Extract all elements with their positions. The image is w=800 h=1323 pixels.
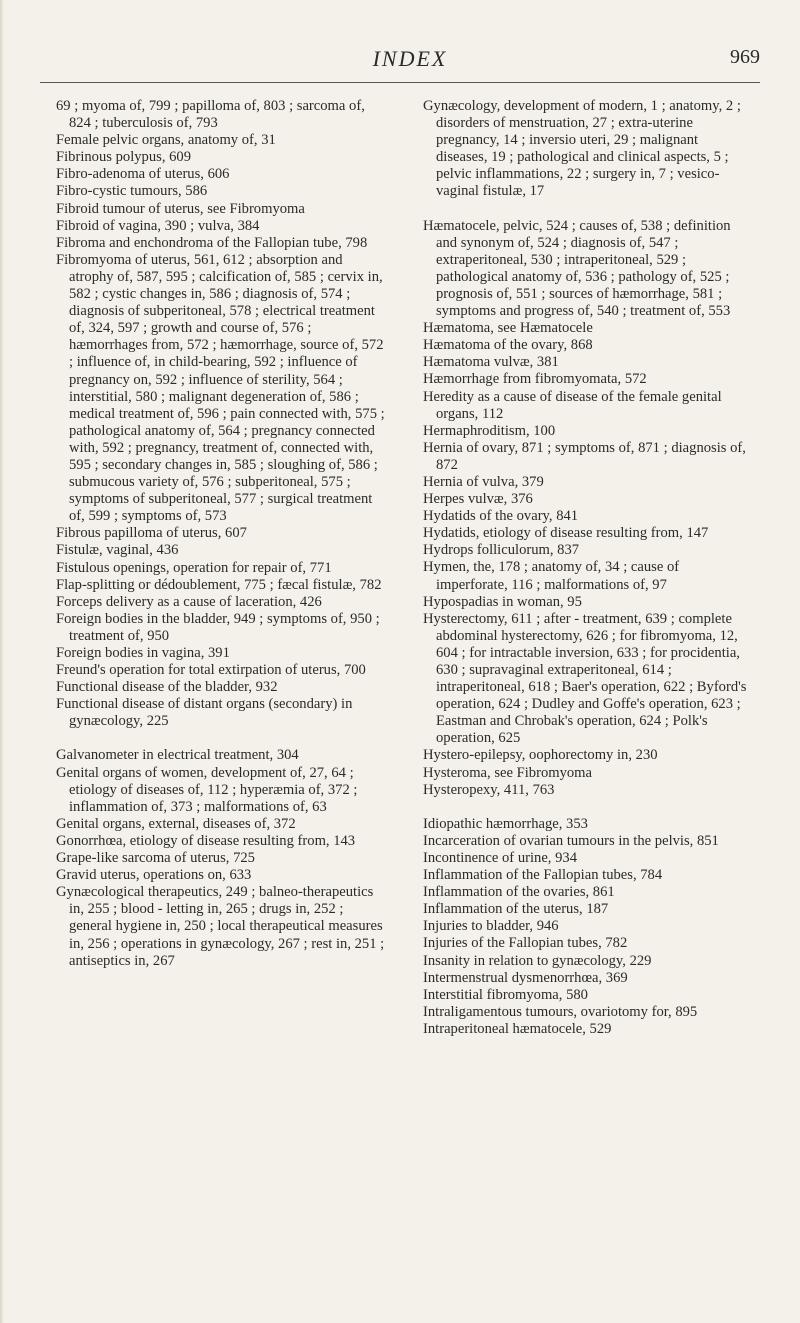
index-entry: Genital organs of women, development of, 27, 64 ; etiology of diseases of, 112 ; hyperæmia of, 372 ; inflammation of, 373 ; malformations of, 63: [56, 764, 358, 815]
index-entry: Idiopathic hæmorrhage, 353: [423, 815, 588, 832]
index-entry: Hæmatoma vulvæ, 381: [423, 354, 559, 371]
index-entry: Intraperitoneal hæmatocele, 529: [423, 1020, 612, 1037]
index-entry: Freund's operation for total extirpation of uterus, 700: [56, 662, 366, 679]
running-title: INDEX: [372, 46, 448, 71]
index-entry: Genital organs, external, diseases of, 372: [56, 815, 296, 832]
index-entry: Gonorrhœa, etiology of disease resulting from, 143: [56, 832, 356, 849]
index-entry: Hernia of ovary, 871 ; symptoms of, 871 ; diagnosis of, 872: [423, 439, 746, 473]
index-entry: Hypospadias in woman, 95: [423, 593, 582, 610]
index-entry: Fibromyoma of uterus, 561, 612 ; absorption and atrophy of, 587, 595 ; calcification of, 585 ; cervix in, 582 ; cystic changes in, 586 ; diagnosis of, 574 ; diagnosis of subperitoneal, 578 ; electrical treatment of, 324, 597 ; growth and course of, 576 ; hæmorrhages from, 572 ; hæmorrhage, source of, 572 ; influence of, in child-bearing, 592 ; influence of pregnancy on, 592 ; influence of sterility, 564 ; interstitial, 580 ; malignant degeneration of, 586 ; medical treatment of, 596 ; pain connected with, 575 ; pathological anatomy of, 564 ; pregnancy connected with, 592 ; pregnancy, treatment of, connected with, 595 ; secondary changes in, 585 ; sloughing of, 586 ; submucous variety of, 576 ; subperitoneal, 575 ; symptoms of subperitoneal, 577 ; surgical treatment of, 599 ; symptoms of, 573: [56, 251, 385, 525]
index-entry: Fibro-adenoma of uterus, 606: [56, 166, 230, 183]
index-entry: Hæmatoma, see Hæmatocele: [423, 320, 593, 337]
index-entry: Fistulous openings, operation for repair of, 771: [56, 559, 332, 576]
index-entry: Injuries to bladder, 946: [423, 918, 559, 935]
index-entry: Hymen, the, 178 ; anatomy of, 34 ; cause of imperforate, 116 ; malformations of, 97: [423, 559, 680, 593]
page-number: 969: [730, 46, 760, 68]
section-gap: [423, 799, 753, 816]
page-header: [60, 46, 760, 76]
index-entry: Hæmatocele, pelvic, 524 ; causes of, 538 ; definition and synonym of, 524 ; diagnosis of, 547 ; extraperitoneal, 530 ; intraperitoneal, 529 ; pathological anatomy of, 536 ; pathology of, 525 ; prognosis of, 551 ; sources of hæmorrhage, 581 ; symptoms and progress of, 540 ; treatment of, 553: [423, 217, 731, 320]
index-entry: 69 ; myoma of, 799 ; papilloma of, 803 ; sarcoma of, 824 ; tuberculosis of, 793: [56, 98, 365, 132]
index-entry: Fibrinous polypus, 609: [56, 149, 192, 166]
index-entry: Forceps delivery as a cause of laceration, 426: [56, 593, 322, 610]
index-entry: Hystero-epilepsy, oophorectomy in, 230: [423, 747, 658, 764]
index-entry: Hydatids, etiology of disease resulting from, 147: [423, 525, 709, 542]
index-entry: Hydatids of the ovary, 841: [423, 508, 579, 525]
index-entry: Inflammation of the ovaries, 861: [423, 884, 615, 901]
index-entry: Female pelvic organs, anatomy of, 31: [56, 132, 276, 149]
header-rule: [40, 82, 760, 83]
index-entry: Flap-splitting or dédoublement, 775 ; fæcal fistulæ, 782: [56, 576, 382, 593]
index-entry: Insanity in relation to gynæcology, 229: [423, 952, 652, 969]
index-entry: Hermaphroditism, 100: [423, 422, 556, 439]
index-entry: Fibroma and enchondroma of the Fallopian tube, 798: [56, 234, 368, 251]
index-entry: Hydrops folliculorum, 837: [423, 542, 580, 559]
index-entry: Interstitial fibromyoma, 580: [423, 986, 588, 1003]
index-entry: Gynæcological therapeutics, 249 ; balneo-therapeutics in, 255 ; blood - letting in, 265 ; drugs in, 252 ; general hygiene in, 250 ; local therapeutical measures in, 256 ; operations in gynæcology, 267 ; rest in, 251 ; antiseptics in, 267: [56, 884, 385, 969]
index-entry: Grape-like sarcoma of uterus, 725: [56, 850, 255, 867]
index-entry: Fistulæ, vaginal, 436: [56, 542, 179, 559]
page-edge-shadow: [0, 0, 4, 1323]
index-entry: Inflammation of the uterus, 187: [423, 901, 609, 918]
index-entry: Incarceration of ovarian tumours in the pelvis, 851: [423, 832, 719, 849]
index-entry: Hernia of vulva, 379: [423, 473, 544, 490]
index-entry: Fibro-cystic tumours, 586: [56, 183, 208, 200]
index-entry: Galvanometer in electrical treatment, 304: [56, 747, 299, 764]
index-entry: Foreign bodies in vagina, 391: [56, 645, 230, 661]
index-entry: Hysteroma, see Fibromyoma: [423, 764, 593, 781]
index-entry: Functional disease of the bladder, 932: [56, 679, 278, 696]
section-gap: [56, 730, 386, 747]
index-entry: Fibrous papilloma of uterus, 607: [56, 525, 247, 542]
index-entry: Hysterectomy, 611 ; after - treatment, 639 ; complete abdominal hysterectomy, 626 ; for fibromyoma, 12, 604 ; for intractable inversion, 633 ; for procidentia, 630 ; supravaginal extraperitoneal, 614 ; intraperitoneal, 618 ; Baer's operation, 622 ; Byford's operation, 624 ; Dudley and Goffe's operation, 623 ; Eastman and Chrobak's operation, 624 ; Polk's operation, 625: [423, 610, 747, 747]
index-entry: Intermenstrual dysmenorrhœa, 369: [423, 969, 628, 986]
index-entry: Incontinence of urine, 934: [423, 849, 577, 866]
index-entry: Inflammation of the Fallopian tubes, 784: [423, 867, 663, 884]
index-entry: Hysteropexy, 411, 763: [423, 781, 555, 798]
index-entry: Herpes vulvæ, 376: [423, 491, 533, 508]
index-entry: Gynæcology, development of modern, 1 ; anatomy, 2 ; disorders of menstruation, 27 ; extra-uterine pregnancy, 14 ; inversio uteri, 29 ; malignant diseases, 19 ; pathological and clinical aspects, 5 ; pelvic inflammations, 22 ; surgery in, 7 ; vesico-vaginal fistulæ, 17: [423, 98, 741, 200]
index-entry: Foreign bodies in the bladder, 949 ; symptoms of, 950 ; treatment of, 950: [56, 610, 380, 644]
left-column: [56, 98, 386, 970]
index-entry: Intraligamentous tumours, ovariotomy for, 895: [423, 1003, 698, 1020]
index-entry: Heredity as a cause of disease of the female genital organs, 112: [423, 388, 722, 422]
right-column: [423, 98, 753, 1038]
index-entry: Fibroid of vagina, 390 ; vulva, 384: [56, 217, 260, 234]
section-gap: [423, 201, 753, 218]
index-entry: Gravid uterus, operations on, 633: [56, 867, 252, 884]
index-entry: Hæmatoma of the ovary, 868: [423, 337, 593, 354]
index-entry: Functional disease of distant organs (secondary) in gynæcology, 225: [56, 696, 353, 730]
index-entry: Fibroid tumour of uterus, see Fibromyoma: [56, 200, 305, 217]
index-entry: Injuries of the Fallopian tubes, 782: [423, 935, 628, 952]
index-entry: Hæmorrhage from fibromyomata, 572: [423, 371, 647, 388]
